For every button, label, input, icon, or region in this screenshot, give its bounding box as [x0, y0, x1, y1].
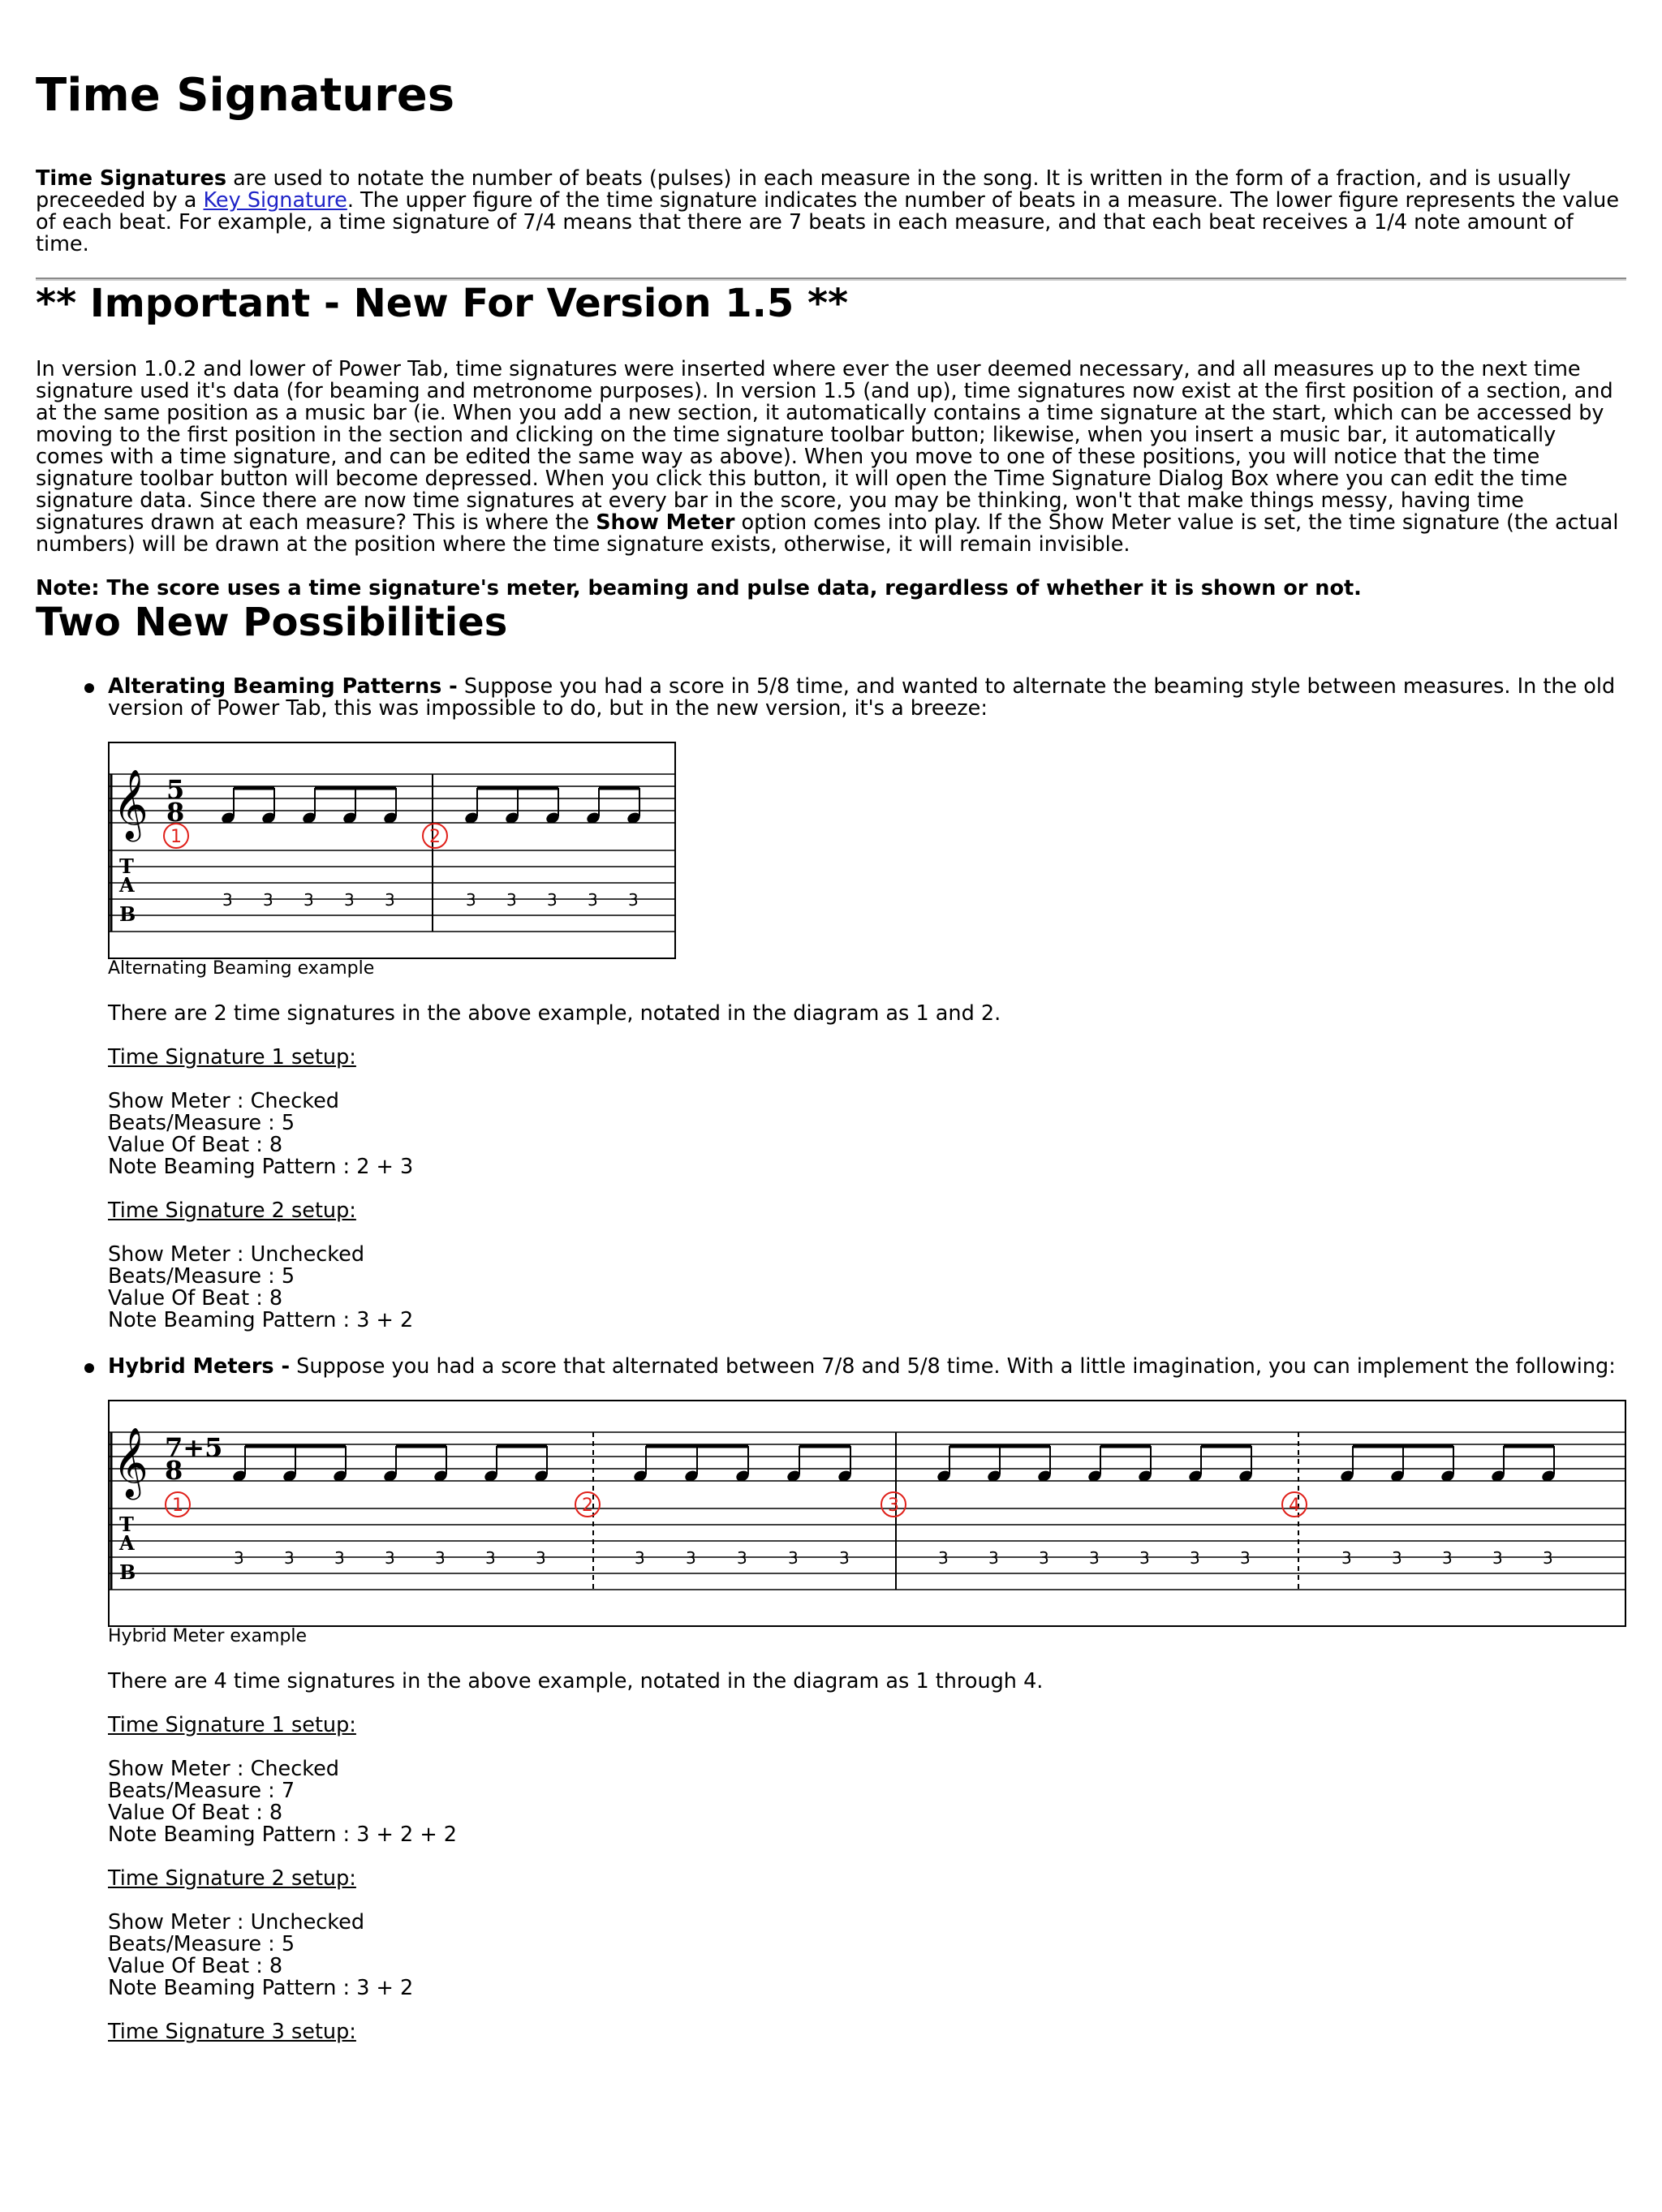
fret-number: 3	[628, 890, 639, 910]
fret-number: 3	[588, 890, 598, 910]
hybrid-text: Suppose you had a score that alternated between 7/8 and 5/8 time. With a little imagination, you can implement the following:	[290, 1354, 1616, 1379]
setup-lines	[108, 1091, 1626, 1178]
intro-text-a: are used to notate the number of beats (pulses) in each measure in the song. It is written in the form of a fraction, and is usually preceeded by a	[36, 166, 1571, 213]
beaming-text: Suppose you had a score in 5/8 time, and wanted to alternate the beaming style between measures. In the old version of Power Tab, this was impossible to do, but in the new version, it's a breeze:	[108, 674, 1616, 721]
setup-title: Time Signature 1 setup:	[108, 1713, 356, 1737]
fret-number: 3	[788, 1548, 799, 1568]
possibilities-heading: Two New Possibilities	[36, 600, 508, 645]
tab-letter: T	[119, 1513, 134, 1536]
fret-number: 3	[234, 1548, 244, 1568]
beaming-bold: Alterating Beaming Patterns -	[108, 674, 458, 699]
fret-number: 3	[385, 1548, 395, 1568]
treble-clef-icon: 𝄞	[113, 769, 149, 839]
fret-number: 3	[1190, 1548, 1200, 1568]
diagram-frame	[109, 1401, 1625, 1626]
version-paragraph	[36, 359, 1626, 556]
setup-line: Value Of Beat : 8	[108, 1133, 283, 1157]
setup-line: Value Of Beat : 8	[108, 1954, 283, 1978]
fret-number: 3	[1392, 1548, 1402, 1568]
hybrid-summary: There are 4 time signatures in the above example, notated in the diagram as 1 through 4.	[108, 1669, 1044, 1693]
meter-top: 7+5	[165, 1432, 223, 1463]
fret-number: 3	[1089, 1548, 1100, 1568]
fret-number: 3	[222, 890, 233, 910]
alternating-beaming-caption: Alternating Beaming example	[108, 958, 375, 979]
fret-number: 3	[466, 890, 476, 910]
fret-number: 3	[304, 890, 314, 910]
tab-letter: B	[119, 1560, 136, 1584]
fret-number: 3	[988, 1548, 999, 1568]
bullet-icon	[84, 683, 94, 693]
fret-number: 3	[284, 1548, 295, 1568]
meter-bottom: 8	[166, 797, 185, 828]
fret-number: 3	[737, 1548, 747, 1568]
fret-number: 3	[1240, 1548, 1251, 1568]
beaming-summary: There are 2 time signatures in the above example, notated in the diagram as 1 and 2.	[108, 1001, 1001, 1026]
fret-number: 3	[1039, 1548, 1049, 1568]
time-signature-marker-label: 2	[429, 827, 441, 847]
fret-number: 3	[1341, 1548, 1352, 1568]
setup-title: Time Signature 1 setup:	[108, 1045, 356, 1069]
fret-number: 3	[686, 1548, 696, 1568]
setup-line: Note Beaming Pattern : 3 + 2	[108, 1308, 414, 1332]
setup-lines	[108, 1912, 1626, 1999]
fret-number: 3	[334, 1548, 345, 1568]
time-signature-marker-label: 1	[170, 827, 182, 847]
setup-title: Time Signature 2 setup:	[108, 1866, 356, 1891]
hybrid-meter-diagram	[108, 1400, 1626, 1627]
tab-letter: B	[119, 902, 136, 926]
setup-line: Note Beaming Pattern : 3 + 2	[108, 1976, 414, 2000]
list-item-beaming	[108, 676, 1626, 1332]
show-meter-bold: Show Meter	[596, 510, 735, 535]
fret-number: 3	[839, 1548, 850, 1568]
important-heading: ** Important - New For Version 1.5 **	[36, 281, 849, 326]
time-signature-marker-label: 4	[1289, 1495, 1300, 1516]
setup-line: Show Meter : Unchecked	[108, 1910, 365, 1934]
setup-line: Value Of Beat : 8	[108, 1801, 283, 1825]
bullet-icon	[84, 1363, 94, 1373]
fret-number: 3	[1442, 1548, 1453, 1568]
setup-line: Show Meter : Checked	[108, 1089, 339, 1113]
setup-title: Time Signature 3 setup:	[108, 2020, 356, 2044]
hybrid-bold: Hybrid Meters -	[108, 1354, 291, 1379]
meter-top: 5	[166, 774, 185, 805]
fret-number: 3	[547, 890, 558, 910]
fret-number: 3	[435, 1548, 446, 1568]
setup-line: Beats/Measure : 5	[108, 1932, 295, 1956]
tab-letter: A	[119, 873, 135, 897]
setup-line: Value Of Beat : 8	[108, 1286, 283, 1310]
intro-paragraph	[36, 168, 1626, 256]
setup-line: Beats/Measure : 5	[108, 1264, 295, 1289]
fret-number: 3	[635, 1548, 645, 1568]
time-signature-marker-label: 2	[582, 1495, 593, 1516]
alternating-beaming-diagram	[108, 742, 676, 959]
fret-number: 3	[1139, 1548, 1150, 1568]
setup-line: Note Beaming Pattern : 2 + 3	[108, 1155, 414, 1179]
fret-number: 3	[1543, 1548, 1553, 1568]
intro-text-b: . The upper figure of the time signature indicates the number of beats in a measure. The lower figure represents the value of each beat. For example, a time signature of 7/4 means that there are 7 beats in each measure, and that each beat receives a 1/4 note amount of time.	[36, 188, 1620, 256]
fret-number: 3	[536, 1548, 546, 1568]
hybrid-meter-caption: Hybrid Meter example	[108, 1626, 308, 1646]
fret-number: 3	[385, 890, 395, 910]
list-item-hybrid	[108, 1356, 1626, 2043]
time-signature-marker-label: 1	[172, 1495, 183, 1516]
setup-title: Time Signature 2 setup:	[108, 1199, 356, 1223]
page-title: Time Signatures	[36, 69, 455, 122]
fret-number: 3	[506, 890, 517, 910]
possibilities-list	[36, 676, 1626, 2043]
setup-line: Beats/Measure : 5	[108, 1111, 295, 1135]
time-signature-marker-label: 3	[888, 1495, 899, 1516]
tab-letter: T	[119, 854, 134, 878]
fret-number: 3	[485, 1548, 496, 1568]
treble-clef-icon: 𝄞	[113, 1427, 149, 1497]
setup-lines	[108, 1758, 1626, 1846]
version-text-b: option comes into play. If the Show Meter value is set, the time signature (the actual numbers) will be drawn at the position where the time signature exists, otherwise, it will remain invisible.	[36, 510, 1619, 557]
meter-bottom: 8	[165, 1455, 183, 1486]
fret-number: 3	[938, 1548, 949, 1568]
key-signature-link[interactable]: Key Signature	[203, 188, 347, 213]
fret-number: 3	[1492, 1548, 1503, 1568]
fret-number: 3	[263, 890, 273, 910]
setup-line: Show Meter : Checked	[108, 1757, 339, 1781]
note-paragraph: Note: The score uses a time signature's meter, beaming and pulse data, regardless of whether it is shown or not.	[36, 576, 1362, 600]
setup-line: Beats/Measure : 7	[108, 1779, 295, 1803]
setup-line: Show Meter : Unchecked	[108, 1242, 365, 1267]
setup-line: Note Beaming Pattern : 3 + 2 + 2	[108, 1823, 458, 1847]
version-text-a: In version 1.0.2 and lower of Power Tab, time signatures were inserted where ever the user deemed necessary, and all measures up to the next time signature used it's data (for beaming and metronome purposes). In version 1.5 (and up), time signatures now exist at the first position of a section, and at the same position as a music bar (ie. When you add a new section, it automatically contains a time signature at the start, which can be accessed by moving to the first position in the section and clicking on the time signature toolbar button; likewise, when you insert a music bar, it automatically comes with a time signature, and can be edited the same way as above). When you move to one of these positions, you will notice that the time signature toolbar button will become depressed. When you click this button, it will open the Time Signature Dialog Box where you can edit the time signature data. Since there are now time signatures at every bar in the score, you may be thinking, won't that make things messy, having time signatures drawn at each measure? This is where the	[36, 357, 1613, 535]
setup-lines	[108, 1244, 1626, 1332]
intro-bold-term: Time Signatures	[36, 166, 226, 191]
fret-number: 3	[344, 890, 355, 910]
tab-letter: A	[119, 1531, 135, 1555]
